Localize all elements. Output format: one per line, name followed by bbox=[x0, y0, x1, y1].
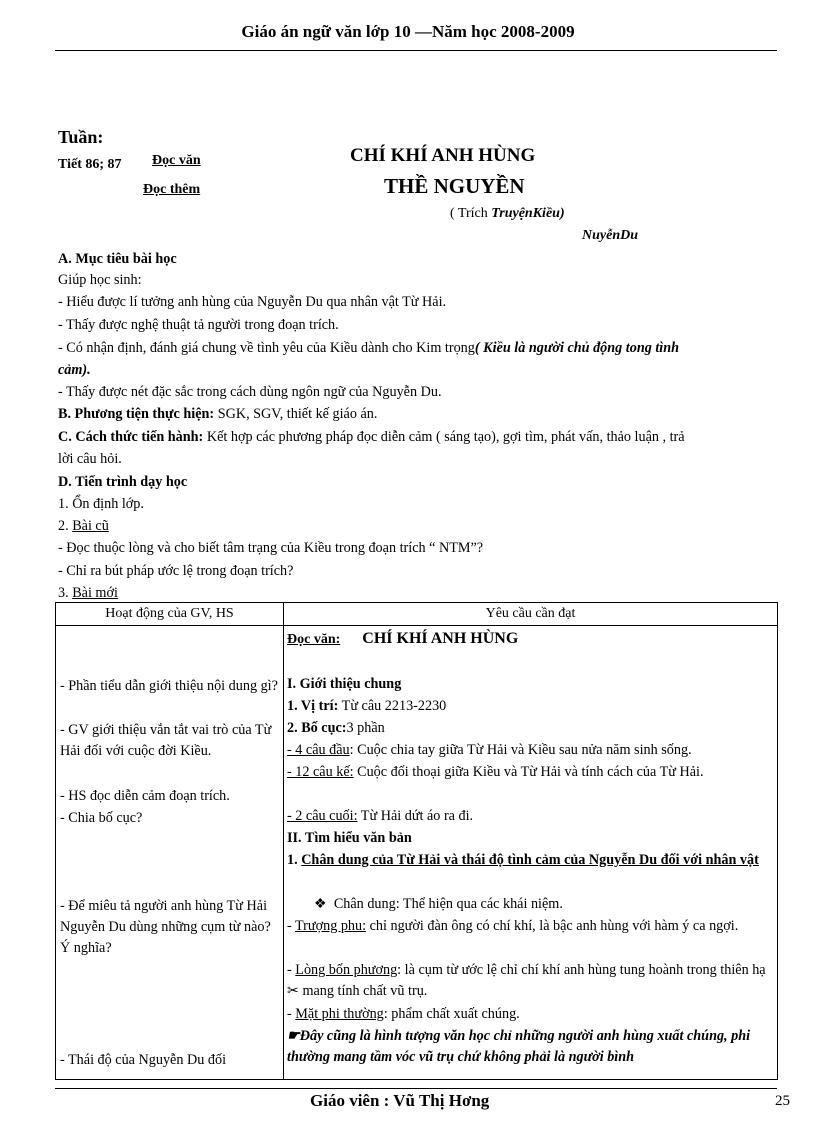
layout-line: 2. Bố cục:3 phần bbox=[287, 720, 385, 736]
author-name: NuyễnDu bbox=[582, 228, 639, 243]
section-heading: II. Tìm hiểu văn bản bbox=[287, 830, 412, 846]
source-note: ( Trích TruyệnKiều) bbox=[450, 206, 565, 221]
activity-item: - GV giới thiệu vắn tắt vai trò của Từ Hải đối với cuộc đời Kiều. bbox=[60, 722, 272, 759]
activity-item: - Để miêu tả người anh hùng Từ Hải Nguyễn Du dùng những cụm từ nào? Ý nghĩa? bbox=[60, 898, 271, 956]
portrait-item: - Mặt phi thường: phẩm chất xuất chúng. bbox=[287, 1006, 520, 1022]
scissors-icon: ✂ bbox=[287, 983, 299, 999]
part-item: - 12 câu kế: Cuộc đối thoại giữa Kiều và Từ Hải và tính cách của Từ Hải. bbox=[287, 764, 704, 780]
lesson-title-2: THỀ NGUYỀN bbox=[384, 174, 525, 198]
week-label: Tuần: bbox=[58, 127, 104, 147]
lesson-number: Tiết 86; 87 bbox=[58, 157, 122, 172]
activity-item: - Thái độ của Nguyễn Du đối bbox=[60, 1052, 227, 1068]
part-item: - 4 câu đầu: Cuộc chia tay giữa Từ Hải và Kiều sau nửa năm sinh sống. bbox=[287, 742, 692, 758]
section-d-heading: D. Tiến trình dạy học bbox=[58, 474, 188, 490]
objective-item: - Có nhận định, đánh giá chung về tình yêu của Kiều dành cho Kim trọng( Kiều là người chủ động tong tình bbox=[58, 340, 680, 356]
column-header-activities: Hoạt động của GV, HS bbox=[56, 603, 284, 626]
section-c: C. Cách thức tiến hành: Kết hợp các phương pháp đọc diễn cảm ( sáng tạo), gợi tìm, phát vấn, thảo luận , trả bbox=[58, 429, 685, 445]
comment-note: ☛Đây cũng là hình tượng văn học chỉ những người anh hùng xuất chúng, phi thường mang tầm vóc vũ trụ chứ không phải là người bình bbox=[287, 1028, 751, 1065]
requirements-cell bbox=[284, 626, 778, 1080]
subsection-heading: 1. Chân dung của Từ Hải và thái độ tình cảm của Nguyễn Du đối với nhân vật bbox=[287, 852, 759, 868]
step-1: 1. Ổn định lớp. bbox=[58, 496, 144, 512]
portrait-item: - Lòng bốn phương: là cụm từ ước lệ chỉ chí khí anh hùng tung hoành trong thiên hạ ✂ mang tính chất vũ trụ. bbox=[287, 962, 766, 999]
portrait-item: - Trượng phu: chỉ người đàn ông có chí khí, là bậc anh hùng với hàm ý ca ngợi. bbox=[287, 918, 739, 934]
lesson-title-1: CHÍ KHÍ ANH HÙNG bbox=[350, 145, 536, 166]
footer-rule bbox=[55, 1088, 777, 1089]
step-2: 2. Bài cũ bbox=[58, 518, 109, 534]
review-question: - Chỉ ra bút pháp ước lệ trong đoạn trích? bbox=[58, 563, 294, 579]
header-rule bbox=[55, 50, 777, 51]
page-header: Giáo án ngữ văn lớp 10 —Năm học 2008-2009 bbox=[241, 22, 575, 41]
section-c-cont: lời câu hỏi. bbox=[58, 451, 122, 467]
page-number: 25 bbox=[775, 1093, 790, 1109]
section-heading: I. Giới thiệu chung bbox=[287, 676, 402, 692]
step-3: 3. Bài mới bbox=[58, 585, 118, 601]
lesson-table bbox=[55, 602, 778, 1080]
column-header-requirements: Yêu cầu cần đạt bbox=[284, 603, 778, 626]
review-question: - Đọc thuộc lòng và cho biết tâm trạng của Kiều trong đoạn trích “ NTM”? bbox=[58, 540, 484, 556]
reading-heading: Đọc văn: CHÍ KHÍ ANH HÙNG bbox=[287, 630, 519, 647]
activity-item: - Chia bố cục? bbox=[60, 810, 143, 826]
position-line: 1. Vị trí: Từ câu 2213-2230 bbox=[287, 698, 447, 714]
teacher-name: Giáo viên : Vũ Thị Hơng bbox=[310, 1091, 490, 1110]
part-item: - 2 câu cuối: Từ Hải dứt áo ra đi. bbox=[287, 808, 474, 824]
reading-tag: Đọc văn bbox=[152, 153, 201, 168]
activities-cell bbox=[56, 626, 284, 1080]
objective-note: cảm). bbox=[58, 362, 91, 378]
section-a-heading: A. Mục tiêu bài học bbox=[58, 251, 177, 267]
portrait-line: ❖ Chân dung: Thể hiện qua các khái niệm. bbox=[314, 896, 563, 912]
section-b: B. Phương tiện thực hiện: SGK, SGV, thiết kế giáo án. bbox=[58, 406, 378, 422]
activity-item: - Phần tiểu dẫn giới thiệu nội dung gì? bbox=[60, 678, 278, 694]
section-a-intro: Giúp học sinh: bbox=[58, 272, 142, 288]
objective-item: - Thấy được nghệ thuật tả người trong đoạn trích. bbox=[58, 317, 339, 333]
objective-item: - Hiểu được lí tưởng anh hùng của Nguyễn Du qua nhân vật Từ Hải. bbox=[58, 294, 447, 310]
activity-item: - HS đọc diễn cảm đoạn trích. bbox=[60, 788, 230, 804]
pointing-hand-icon: ☛ bbox=[287, 1028, 300, 1044]
diamond-bullet-icon: ❖ bbox=[314, 896, 327, 912]
extra-reading-tag: Đọc thêm bbox=[143, 182, 201, 197]
objective-item: - Thấy được nét đặc sắc trong cách dùng ngôn ngữ của Nguyễn Du. bbox=[58, 384, 442, 400]
